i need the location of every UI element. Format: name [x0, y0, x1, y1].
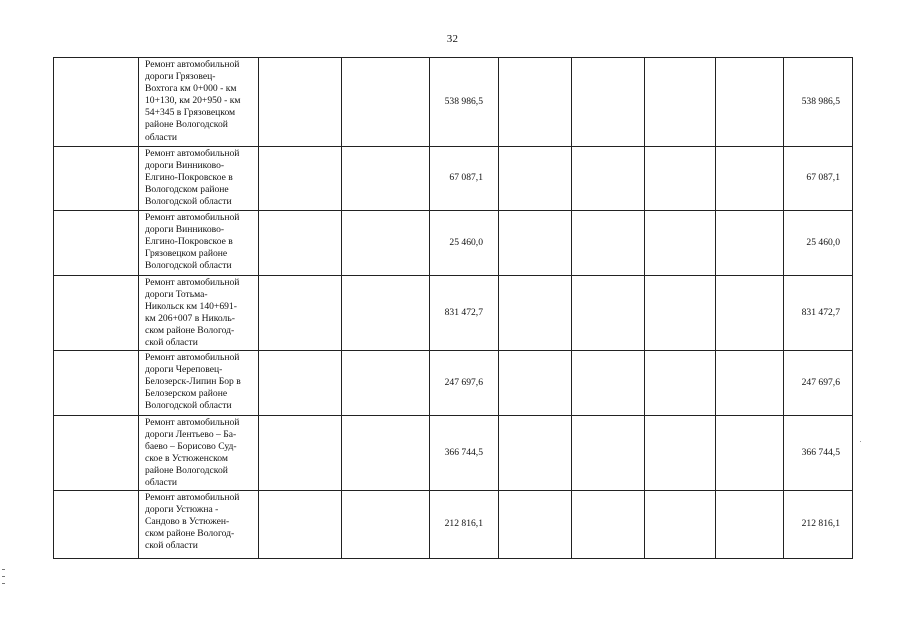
cell-empty — [259, 211, 342, 276]
cell-empty — [54, 58, 139, 147]
cell-total: 67 087,1 — [784, 147, 853, 211]
cell-empty — [259, 147, 342, 211]
scan-mark — [2, 576, 5, 577]
cell-empty — [716, 351, 784, 416]
cell-total: 247 697,6 — [784, 351, 853, 416]
cell-description — [139, 416, 259, 491]
cell-empty — [259, 58, 342, 147]
row-description: Ремонт автомобильной дороги Лентьево – Ба- баево – Борисово Суд- ское в Устюженском районе Вологодской области — [145, 417, 240, 489]
cell-empty — [572, 490, 645, 558]
cell-empty — [259, 416, 342, 491]
table-row — [54, 211, 853, 276]
cell-description — [139, 58, 259, 147]
cell-empty — [499, 490, 572, 558]
cell-empty — [54, 276, 139, 351]
row-description: Ремонт автомобильной дороги Устюжна - Сандово в Устюжен- ском районе Вологод- ской области — [145, 491, 240, 551]
cell-empty — [499, 58, 572, 147]
cell-empty — [342, 416, 430, 491]
cell-empty — [342, 211, 430, 276]
cell-empty — [259, 351, 342, 416]
cell-empty — [259, 276, 342, 351]
row-description: Ремонт автомобильной дороги Винниково- Елгино-Покровское в Вологодском районе Вологодской области — [145, 148, 240, 208]
row-description: Ремонт автомобильной дороги Череповец- Белозерск-Липин Бор в Белозерском районе Вологодской области — [145, 352, 241, 412]
cell-empty — [645, 416, 716, 491]
cell-empty — [716, 147, 784, 211]
cell-empty — [54, 351, 139, 416]
cell-amount: 247 697,6 — [430, 351, 499, 416]
cell-empty — [499, 147, 572, 211]
cell-empty — [342, 351, 430, 416]
scan-mark — [2, 583, 5, 584]
cell-amount: 831 472,7 — [430, 276, 499, 351]
cell-amount: 212 816,1 — [430, 490, 499, 558]
cell-amount: 538 986,5 — [430, 58, 499, 147]
row-description: Ремонт автомобильной дороги Грязовец- Вохтога км 0+000 - км 10+130, км 20+950 - км 54+345 в Грязовецком районе Вологодской области — [145, 59, 241, 143]
cell-total: 212 816,1 — [784, 490, 853, 558]
cell-total: 538 986,5 — [784, 58, 853, 147]
cell-empty — [54, 147, 139, 211]
cell-empty — [645, 147, 716, 211]
table-row — [54, 416, 853, 491]
cell-empty — [259, 490, 342, 558]
cell-empty — [54, 416, 139, 491]
cell-empty — [716, 490, 784, 558]
cell-description — [139, 351, 259, 416]
cell-empty — [716, 276, 784, 351]
budget-table — [53, 57, 853, 559]
cell-empty — [342, 58, 430, 147]
cell-empty — [572, 351, 645, 416]
cell-empty — [645, 211, 716, 276]
row-description: Ремонт автомобильной дороги Тотьма- Никольск км 140+691- км 206+007 в Николь- ском районе Вологод- ской области — [145, 277, 240, 349]
table-row — [54, 276, 853, 351]
page-number: 32 — [446, 33, 459, 45]
cell-empty — [54, 490, 139, 558]
table-row — [54, 58, 853, 147]
cell-empty — [716, 416, 784, 491]
cell-empty — [645, 276, 716, 351]
cell-empty — [499, 416, 572, 491]
table-row — [54, 490, 853, 558]
cell-empty — [342, 276, 430, 351]
cell-total: 366 744,5 — [784, 416, 853, 491]
scan-mark — [2, 569, 5, 570]
cell-empty — [572, 147, 645, 211]
cell-empty — [342, 147, 430, 211]
cell-empty — [342, 490, 430, 558]
cell-empty — [499, 276, 572, 351]
cell-empty — [572, 211, 645, 276]
cell-empty — [645, 351, 716, 416]
cell-empty — [572, 58, 645, 147]
cell-description — [139, 490, 259, 558]
cell-empty — [716, 211, 784, 276]
scan-speck — [860, 441, 861, 442]
cell-empty — [54, 211, 139, 276]
cell-description — [139, 211, 259, 276]
table-row — [54, 147, 853, 211]
cell-amount: 25 460,0 — [430, 211, 499, 276]
cell-amount: 67 087,1 — [430, 147, 499, 211]
cell-empty — [499, 211, 572, 276]
row-description: Ремонт автомобильной дороги Винниково- Елгино-Покровское в Грязовецком районе Вологодской области — [145, 212, 240, 272]
table-row — [54, 351, 853, 416]
cell-description — [139, 147, 259, 211]
cell-empty — [499, 351, 572, 416]
cell-empty — [645, 58, 716, 147]
cell-empty — [716, 58, 784, 147]
cell-empty — [572, 416, 645, 491]
cell-total: 831 472,7 — [784, 276, 853, 351]
cell-empty — [572, 276, 645, 351]
cell-description — [139, 276, 259, 351]
cell-empty — [645, 490, 716, 558]
cell-total: 25 460,0 — [784, 211, 853, 276]
cell-amount: 366 744,5 — [430, 416, 499, 491]
